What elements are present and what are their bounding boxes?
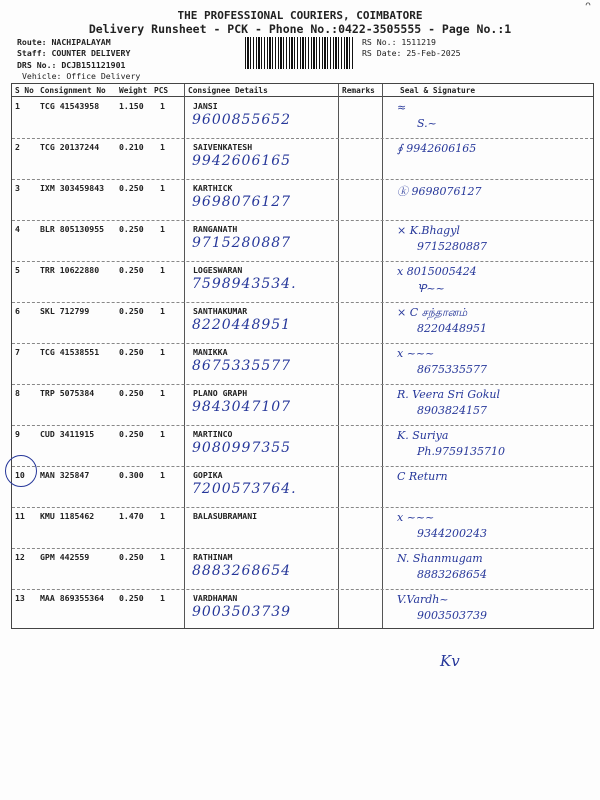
row-sno: 12 <box>15 552 25 562</box>
row-pcs: 1 <box>160 183 165 193</box>
col-seal: Seal & Signature <box>400 86 476 95</box>
row-signature: x ~~~ <box>397 347 435 360</box>
row-consignment: MAA 869355364 <box>40 593 105 603</box>
row-consignment: TCG 41543958 <box>40 101 100 111</box>
staff-label: Staff: COUNTER DELIVERY <box>17 48 131 58</box>
row-pcs: 1 <box>160 347 165 357</box>
row-signature-note: 8883268654 <box>417 568 487 581</box>
rs-number: RS No.: 1511219 <box>362 37 436 47</box>
col-consignee: Consignee Details <box>188 86 268 95</box>
row-consignment: GPM 442559 <box>40 552 90 562</box>
row-pcs: 1 <box>160 101 165 111</box>
row-consignee-name: RATHINAM <box>193 552 233 562</box>
row-sno: 11 <box>15 511 25 521</box>
row-sno: 7 <box>15 347 20 357</box>
row-handwritten-phone: 8675335577 <box>192 358 292 374</box>
row-handwritten-phone: 9080997355 <box>192 440 292 456</box>
row-consignment: CUD 3411915 <box>40 429 95 439</box>
row-signature-note: Ph.9759135710 <box>417 445 505 458</box>
row-signature-note: 8675335577 <box>417 363 487 376</box>
row-consignee-name: GOPIKA <box>193 470 223 480</box>
row-consignment: IXM 303459843 <box>40 183 105 193</box>
row-handwritten-phone: 8883268654 <box>192 563 292 579</box>
drs-number: DRS No.: DCJB151121901 <box>17 60 126 70</box>
row-consignee-name: RANGANATH <box>193 224 238 234</box>
row-consignment: BLR 805130955 <box>40 224 105 234</box>
row-pcs: 1 <box>160 511 165 521</box>
row-sno: 2 <box>15 142 20 152</box>
row-signature: ∮ 9942606165 <box>397 142 477 155</box>
footer-signature: Kv <box>440 652 460 670</box>
row-sno: 8 <box>15 388 20 398</box>
row-sno: 9 <box>15 429 20 439</box>
row-sno: 4 <box>15 224 20 234</box>
row-consignee-name: SAIVENKATESH <box>193 142 253 152</box>
row-weight: 0.250 <box>119 593 144 603</box>
row-weight: 1.150 <box>119 101 144 111</box>
row-handwritten-phone: 9003503739 <box>192 604 292 620</box>
row-weight: 0.250 <box>119 306 144 316</box>
route-label: Route: NACHIPALAYAM <box>17 37 111 47</box>
row-handwritten-phone: 9600855652 <box>192 112 292 128</box>
row-consignment: MAN 325847 <box>40 470 90 480</box>
row-sno: 13 <box>15 593 25 603</box>
row-consignment: TCG 41538551 <box>40 347 100 357</box>
row-signature: V.Vardh~ <box>397 593 449 606</box>
row-signature: R. Veera Sri Gokul <box>397 388 501 401</box>
row-consignee-name: LOGESWARAN <box>193 265 243 275</box>
col-consignment: Consignment No <box>40 86 106 95</box>
row-consignment: TRR 10622880 <box>40 265 100 275</box>
row-signature-note: Ꝕ~~ <box>417 282 445 295</box>
row-signature: ⓚ 9698076127 <box>397 185 482 198</box>
row-weight: 0.210 <box>119 142 144 152</box>
row-signature-note: 9715280887 <box>417 240 487 253</box>
col-weight: Weight <box>119 86 148 95</box>
row-sno: 1 <box>15 101 20 111</box>
row-consignee-name: MANIKKA <box>193 347 228 357</box>
row-weight: 0.250 <box>119 347 144 357</box>
col-remarks: Remarks <box>342 86 375 95</box>
row-handwritten-phone: 9843047107 <box>192 399 292 415</box>
row-pcs: 1 <box>160 142 165 152</box>
row-handwritten-phone: 7598943534. <box>192 276 297 292</box>
runsheet-table <box>11 83 594 629</box>
row-signature: × C சந்தானம் <box>397 306 468 319</box>
corner-mark: ᴖ <box>585 0 592 11</box>
row-handwritten-phone: 8220448951 <box>192 317 292 333</box>
row-signature: K. Suriya <box>397 429 449 442</box>
row-weight: 0.250 <box>119 429 144 439</box>
rs-date: RS Date: 25-Feb-2025 <box>362 48 461 58</box>
row-consignment: KMU 1185462 <box>40 511 95 521</box>
row-sno: 6 <box>15 306 20 316</box>
row-consignment: TRP 5075384 <box>40 388 95 398</box>
row-pcs: 1 <box>160 265 165 275</box>
row-weight: 0.300 <box>119 470 144 480</box>
row-consignee-name: JANSI <box>193 101 218 111</box>
row-consignee-name: KARTHICK <box>193 183 233 193</box>
row-weight: 0.250 <box>119 224 144 234</box>
row-signature: ≈ <box>397 101 407 114</box>
row-pcs: 1 <box>160 470 165 480</box>
row-sno: 3 <box>15 183 20 193</box>
row-signature: x ~~~ <box>397 511 435 524</box>
document-subtitle: Delivery Runsheet - PCK - Phone No.:0422-3505555 - Page No.:1 <box>88 22 512 36</box>
row-pcs: 1 <box>160 224 165 234</box>
row-consignee-name: PLANO GRAPH <box>193 388 248 398</box>
row-signature-note: 8903824157 <box>417 404 487 417</box>
row-sno: 5 <box>15 265 20 275</box>
row-consignee-name: SANTHAKUMAR <box>193 306 248 316</box>
row-consignment: SKL 712799 <box>40 306 90 316</box>
row-handwritten-phone: 9715280887 <box>192 235 292 251</box>
row-signature-note: 9344200243 <box>417 527 487 540</box>
barcode <box>245 37 353 69</box>
row-signature: × K.Bhagyl <box>397 224 460 237</box>
row-consignee-name: BALASUBRAMANI <box>193 511 258 521</box>
row-weight: 0.250 <box>119 183 144 193</box>
row-signature: C Return <box>397 470 448 483</box>
row-weight: 0.250 <box>119 388 144 398</box>
row-signature: x 8015005424 <box>397 265 477 278</box>
annotation-circle <box>5 455 37 487</box>
row-weight: 1.470 <box>119 511 144 521</box>
row-signature-note: S.~ <box>417 117 437 130</box>
row-pcs: 1 <box>160 552 165 562</box>
row-pcs: 1 <box>160 306 165 316</box>
row-weight: 0.250 <box>119 265 144 275</box>
row-pcs: 1 <box>160 429 165 439</box>
row-signature-note: 8220448951 <box>417 322 487 335</box>
col-pcs: PCS <box>154 86 169 95</box>
row-consignee-name: MARTINCO <box>193 429 233 439</box>
col-sno: S No <box>15 86 34 95</box>
row-weight: 0.250 <box>119 552 144 562</box>
row-signature: N. Shanmugam <box>397 552 483 565</box>
vehicle-label: Vehicle: Office Delivery <box>22 71 141 81</box>
row-handwritten-phone: 9942606165 <box>192 153 292 169</box>
document-title: THE PROFESSIONAL COURIERS, COIMBATORE <box>177 9 423 22</box>
row-sno: 10 <box>15 470 25 480</box>
row-consignee-name: VARDHAMAN <box>193 593 238 603</box>
row-consignment: TCG 20137244 <box>40 142 100 152</box>
row-signature-note: 9003503739 <box>417 609 487 622</box>
row-handwritten-phone: 7200573764. <box>192 481 297 497</box>
row-handwritten-phone: 9698076127 <box>192 194 292 210</box>
row-pcs: 1 <box>160 593 165 603</box>
row-pcs: 1 <box>160 388 165 398</box>
